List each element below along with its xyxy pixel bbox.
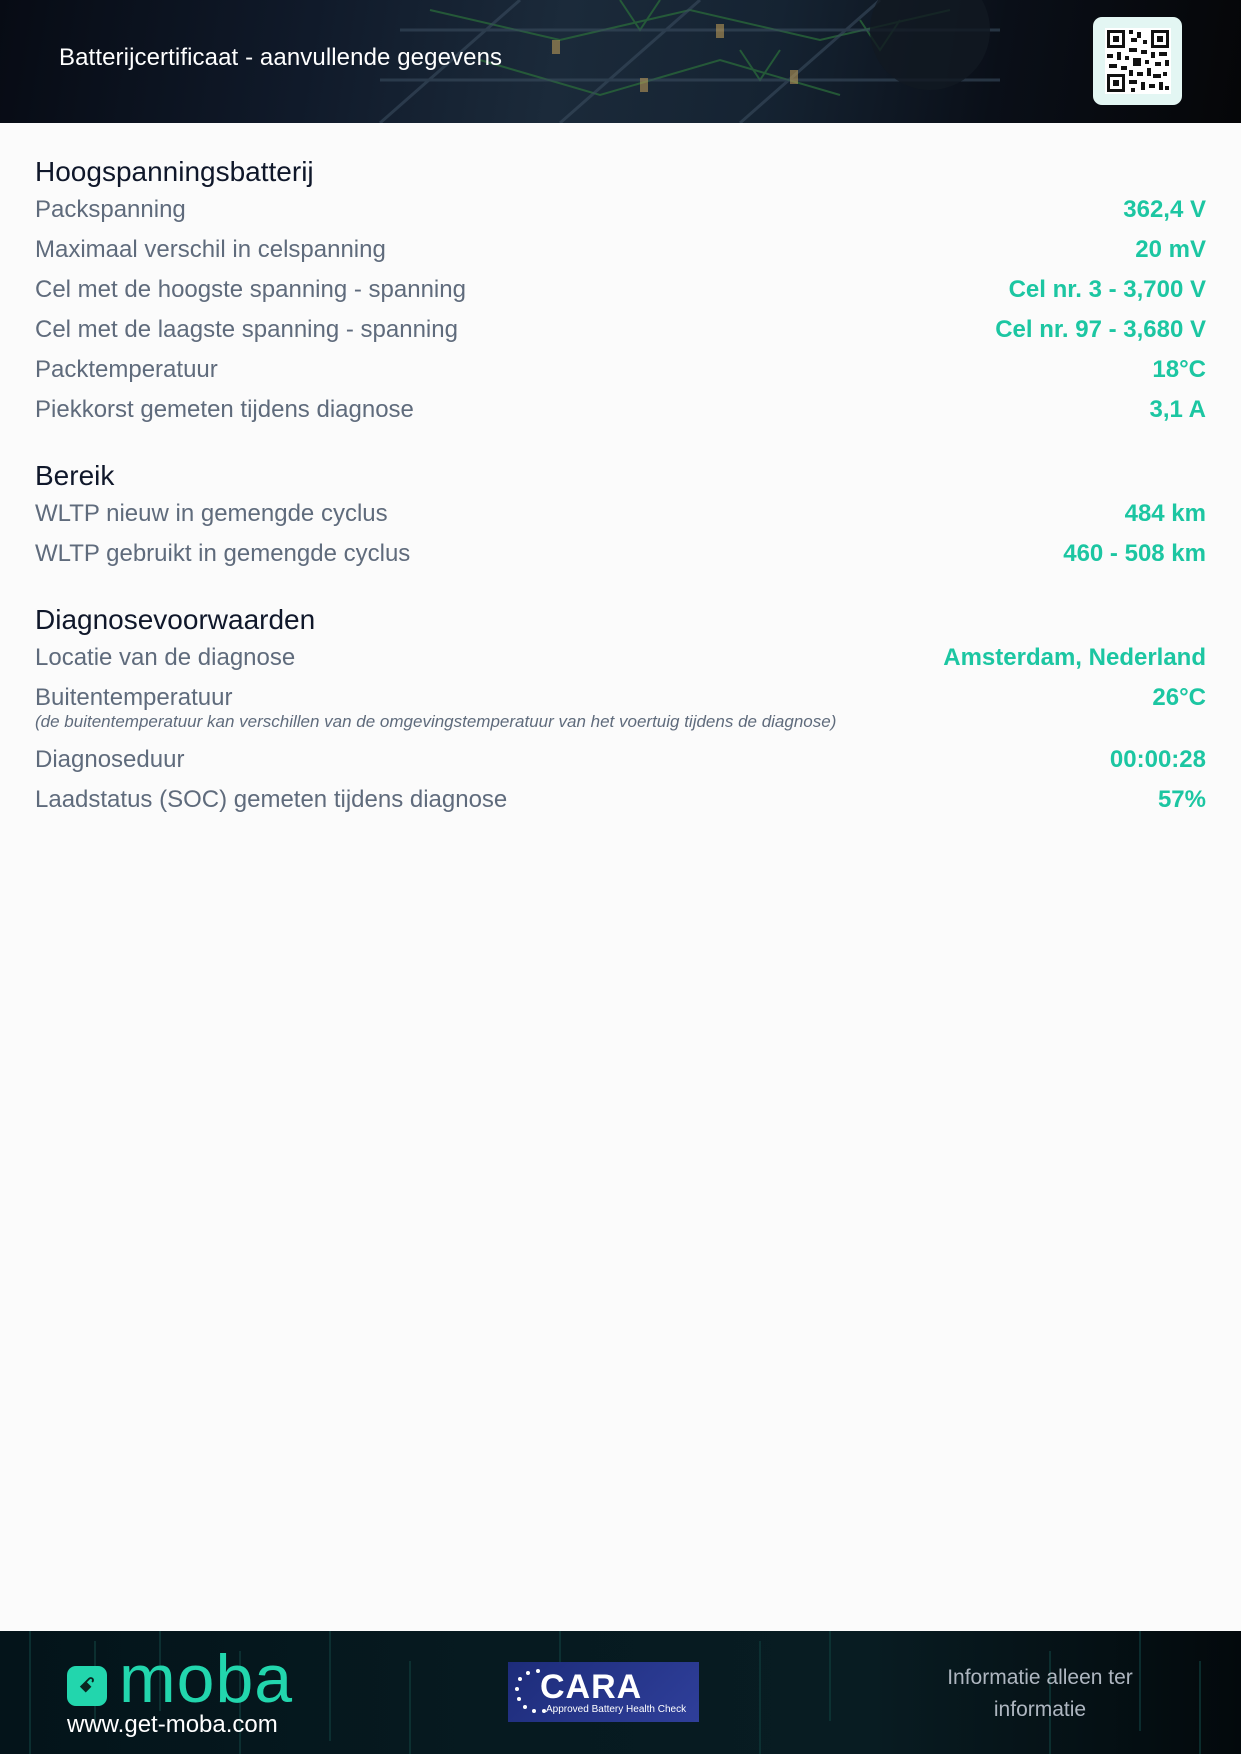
row-label: Locatie van de diagnose (35, 644, 296, 671)
row-value: 57% (1157, 786, 1206, 813)
row-wltp-nieuw (35, 498, 1206, 538)
row-label: Packtemperatuur (35, 356, 218, 383)
section-gap (35, 434, 1206, 454)
row-laadstatus (35, 784, 1206, 824)
row-hoogste-cel (35, 274, 1206, 314)
row-label: Cel met de laagste spanning - spanning (35, 316, 458, 343)
row-value: 20 mV (1135, 236, 1206, 263)
row-label: Packspanning (35, 196, 186, 223)
row-packtemperatuur (35, 354, 1206, 394)
info-disclaimer (920, 1662, 1160, 1726)
row-label: Diagnoseduur (35, 746, 185, 773)
section-diagnosevoorwaarden (35, 598, 1206, 824)
row-locatie (35, 642, 1206, 682)
section-hoogspanningsbatterij (35, 150, 1206, 434)
row-value: 3,1 A (1149, 396, 1206, 423)
content (35, 150, 1206, 824)
info-line-2: informatie (993, 1698, 1087, 1721)
cara-tagline: Approved Battery Health Check (546, 1704, 687, 1715)
row-wltp-gebruikt (35, 538, 1206, 578)
page-title: Batterijcertificaat - aanvullende gegevens (59, 44, 503, 71)
footer (0, 1631, 1241, 1754)
cara-badge (508, 1662, 699, 1722)
row-value: Cel nr. 3 - 3,700 V (1008, 276, 1206, 303)
row-value: 362,4 V (1123, 196, 1206, 223)
logo-wordmark: moba (119, 1641, 294, 1717)
website-link[interactable]: www.get-moba.com (67, 1711, 278, 1738)
row-label: WLTP gebruikt in gemengde cyclus (35, 540, 411, 567)
row-label: WLTP nieuw in gemengde cyclus (35, 500, 388, 527)
row-value: Cel nr. 97 - 3,680 V (995, 316, 1206, 343)
row-label: Maximaal verschil in celspanning (35, 236, 386, 263)
section-title: Diagnosevoorwaarden (35, 604, 316, 635)
row-value: 26°C (1152, 684, 1206, 711)
row-value: Amsterdam, Nederland (943, 644, 1206, 671)
row-label: Laadstatus (SOC) gemeten tijdens diagnose (35, 786, 508, 813)
cara-wordmark: CARA (540, 1668, 643, 1706)
section-title: Hoogspanningsbatterij (35, 156, 314, 187)
row-laagste-cel (35, 314, 1206, 354)
qr-code-icon (1105, 28, 1171, 94)
row-label-group (35, 682, 836, 730)
row-value: 484 km (1124, 500, 1206, 527)
header-banner (0, 0, 1241, 123)
section-title: Bereik (35, 460, 115, 491)
row-value: 460 - 508 km (1063, 540, 1206, 567)
row-value: 18°C (1152, 356, 1206, 383)
qr-code[interactable] (1093, 17, 1182, 105)
section-bereik (35, 454, 1206, 578)
section-gap (35, 578, 1206, 598)
row-value: 00:00:28 (1109, 746, 1206, 773)
row-buitentemperatuur (35, 682, 1206, 744)
row-label: Cel met de hoogste spanning - spanning (35, 276, 466, 303)
row-note: (de buitentemperatuur kan verschillen van de omgevingstemperatuur van het voertuig tijdens de diagnose) (35, 712, 837, 731)
row-diagnoseduur (35, 744, 1206, 784)
row-max-celspanning-verschil (35, 234, 1206, 274)
info-line-1: Informatie alleen ter (947, 1666, 1133, 1689)
row-packspanning (35, 194, 1206, 234)
moba-logo-icon (67, 1666, 107, 1706)
row-piekstroom (35, 394, 1206, 434)
logo-badge-glyph: ꗃ (79, 1675, 95, 1697)
row-label: Buitentemperatuur (35, 684, 233, 711)
row-label: Piekkorst gemeten tijdens diagnose (35, 396, 414, 423)
